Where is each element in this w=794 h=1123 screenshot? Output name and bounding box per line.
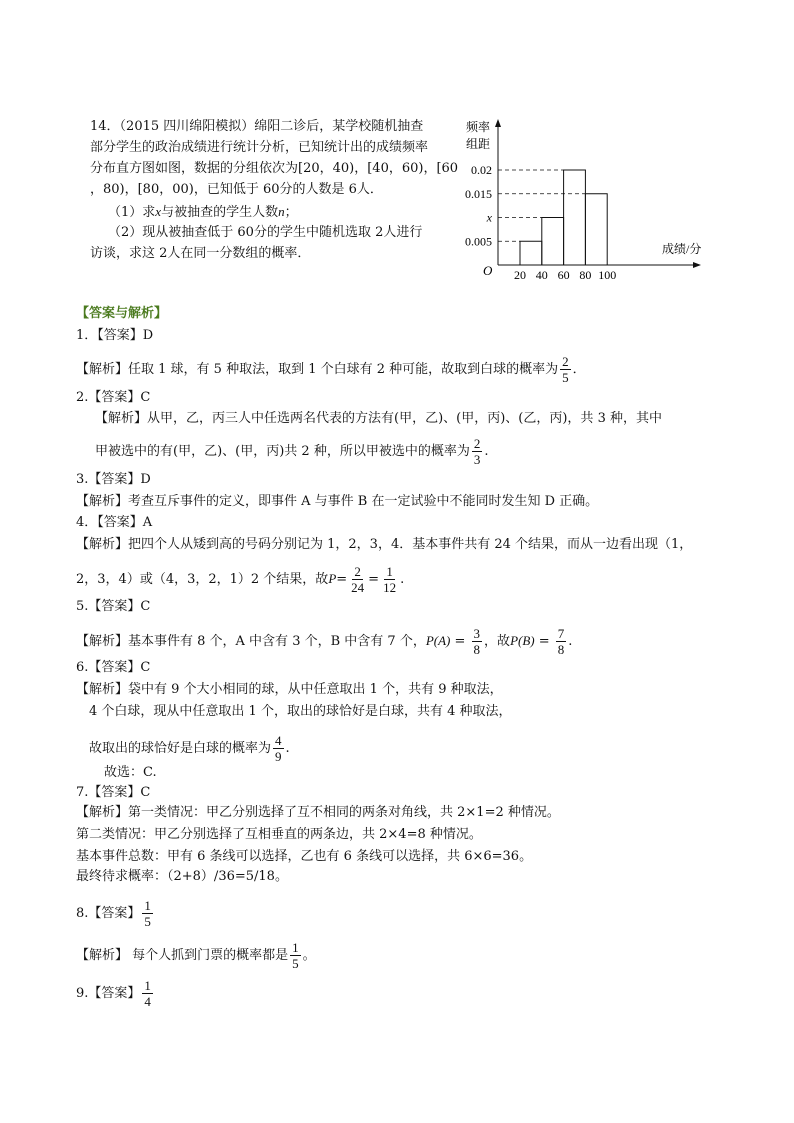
explanation-7-line: 第二类情况：甲乙分别选择了互相垂直的两条边，共 2×4=8 种情况。 <box>76 827 482 842</box>
explanation-1: 【解析】任取 1 球，有 5 种取法，取到 1 个白球有 2 种可能，故取到白球的概率为 $\frac{2}{5}$ ． <box>76 354 586 385</box>
fraction: $\frac{2}{3}$ <box>473 436 481 467</box>
fraction: $\frac{2}{5}$ <box>562 354 569 385</box>
answer-1: 1．【答案】D <box>76 328 154 343</box>
answer-6: 6.【答案】C <box>76 660 151 675</box>
explanation-3: 【解析】考查互斥事件的定义，即事件 A 与事件 B 在一定试验中不能同时发生知 D 正确。 <box>76 494 599 509</box>
answer-7: 7.【答案】C <box>76 785 151 800</box>
fraction: $\frac{7}{8}$ <box>557 626 565 657</box>
y-axis-label-top: 频率 <box>466 120 491 134</box>
q14-line: ，80)，[80，00)，已知低于 60分的人数是 6人． <box>90 182 383 197</box>
histogram-bar <box>585 194 607 265</box>
x-axis-label: 成绩/分 <box>662 242 702 256</box>
answer-3: 3.【答案】D <box>76 472 151 487</box>
fraction: $\frac{1}{5}$ <box>292 940 299 971</box>
answer-5: 5.【答案】C <box>76 599 151 614</box>
q14-line: 14．（2015 四川绵阳模拟）绵阳二诊后，某学校随机抽查 <box>90 119 424 134</box>
x-tick-label: 60 <box>557 268 570 282</box>
x-tick-label: 40 <box>535 268 548 282</box>
explanation-7: 【解析】第一类情况：甲乙分别选择了互不相同的两条对角线，共 2×1=2 种情况。 <box>76 805 560 820</box>
fraction: $\frac{3}{8}$ <box>473 626 481 657</box>
explanation-6-cont: 4 个白球，现从中任意取出 1 个，取出的球恰好是白球，共有 4 种取法， <box>89 704 512 719</box>
answer-8: 8.【答案】 $\frac{1}{5}$ <box>76 898 151 929</box>
explanation-8: 【解析】 每个人抓到门票的概率都是 $\frac{1}{5}$ 。 <box>76 940 316 971</box>
x-tick-label: 80 <box>579 268 592 282</box>
answer-4: 4．【答案】A <box>76 515 153 530</box>
explanation-6-choose: 故选：C. <box>104 765 157 780</box>
fraction: $\frac{2}{24}$ <box>351 564 365 595</box>
frequency-histogram <box>450 115 710 290</box>
y-tick-label: x <box>486 210 492 225</box>
histogram-bar <box>564 170 586 265</box>
fraction: $\frac{1}{5}$ <box>144 898 151 929</box>
histogram-bar <box>520 241 542 265</box>
y-axis-label-bottom: 组距 <box>466 137 491 151</box>
q14-subquestion-2: （2）现从被抽查低于 60分的学生中随机选取 2人进行 <box>108 225 423 240</box>
answer-2: 2.【答案】C <box>76 390 151 405</box>
q14-line: 分布直方图如图，数据的分组依次为[20，40)，[40，60)，[60 <box>90 161 459 176</box>
fraction: $\frac{4}{9}$ <box>275 733 282 764</box>
x-tick-label: 20 <box>514 268 526 282</box>
explanation-5: 【解析】基本事件有 8 个，A 中含有 3 个，B 中含有 7 个，P(A) = $\frac{3}{8}$ ，故P(B) = $\frac{7}{8}$ . <box>76 626 573 657</box>
origin-label: O <box>483 263 493 278</box>
y-tick-label: 0.015 <box>465 186 492 201</box>
x-axis-arrow <box>693 262 701 268</box>
y-axis-arrow <box>495 119 501 127</box>
q14-line: 访谈，求这 2人在同一分数组的概率． <box>90 246 311 261</box>
y-tick-label: 0.02 <box>471 163 492 177</box>
explanation-6: 【解析】袋中有 9 个大小相同的球，从中任意取出 1 个，共有 9 种取法， <box>76 682 503 697</box>
q14-line: 部分学生的政治成绩进行统计分析，已知统计出的成绩频率 <box>90 140 429 155</box>
y-tick-label: 0.005 <box>465 234 492 249</box>
explanation-2-cont: 甲被选中的有(甲，乙)、(甲，丙)共 2 种，所以甲被选中的概率为 $\frac{2}{3}$ . <box>95 436 489 467</box>
section-title: 【答案与解析】 <box>76 306 168 321</box>
x-tick-label: 100 <box>598 268 617 282</box>
answer-9: 9.【答案】 $\frac{1}{4}$ <box>76 978 151 1009</box>
explanation-4-cont: 2，3，4）或（4，3，2，1）2 个结果，故P= $\frac{2}{24}$ = $\frac{1}{12}$ . <box>76 564 405 595</box>
fraction: $\frac{1}{4}$ <box>144 978 151 1009</box>
q14-subquestion-1: （1）求x与被抽查的学生人数n； <box>108 204 298 220</box>
explanation-4: 【解析】把四个人从矮到高的号码分别记为 1，2，3，4．基本事件共有 24 个结果，而从一边看出现（1， <box>76 537 693 552</box>
explanation-6-prob: 故取出的球恰好是白球的概率为 $\frac{4}{9}$ . <box>89 733 290 764</box>
histogram-bar <box>542 218 564 266</box>
explanation-7-line: 最终待求概率：（2+8）/36=5/18。 <box>76 869 288 884</box>
explanation-2: 【解析】从甲，乙，丙三人中任选两名代表的方法有(甲，乙)、(甲，丙)、(乙，丙)，共 3 种，其中 <box>95 411 662 426</box>
explanation-7-line: 基本事件总数：甲有 6 条线可以选择，乙也有 6 条线可以选择，共 6×6=36。 <box>76 849 533 864</box>
fraction: $\frac{1}{12}$ <box>383 564 397 595</box>
